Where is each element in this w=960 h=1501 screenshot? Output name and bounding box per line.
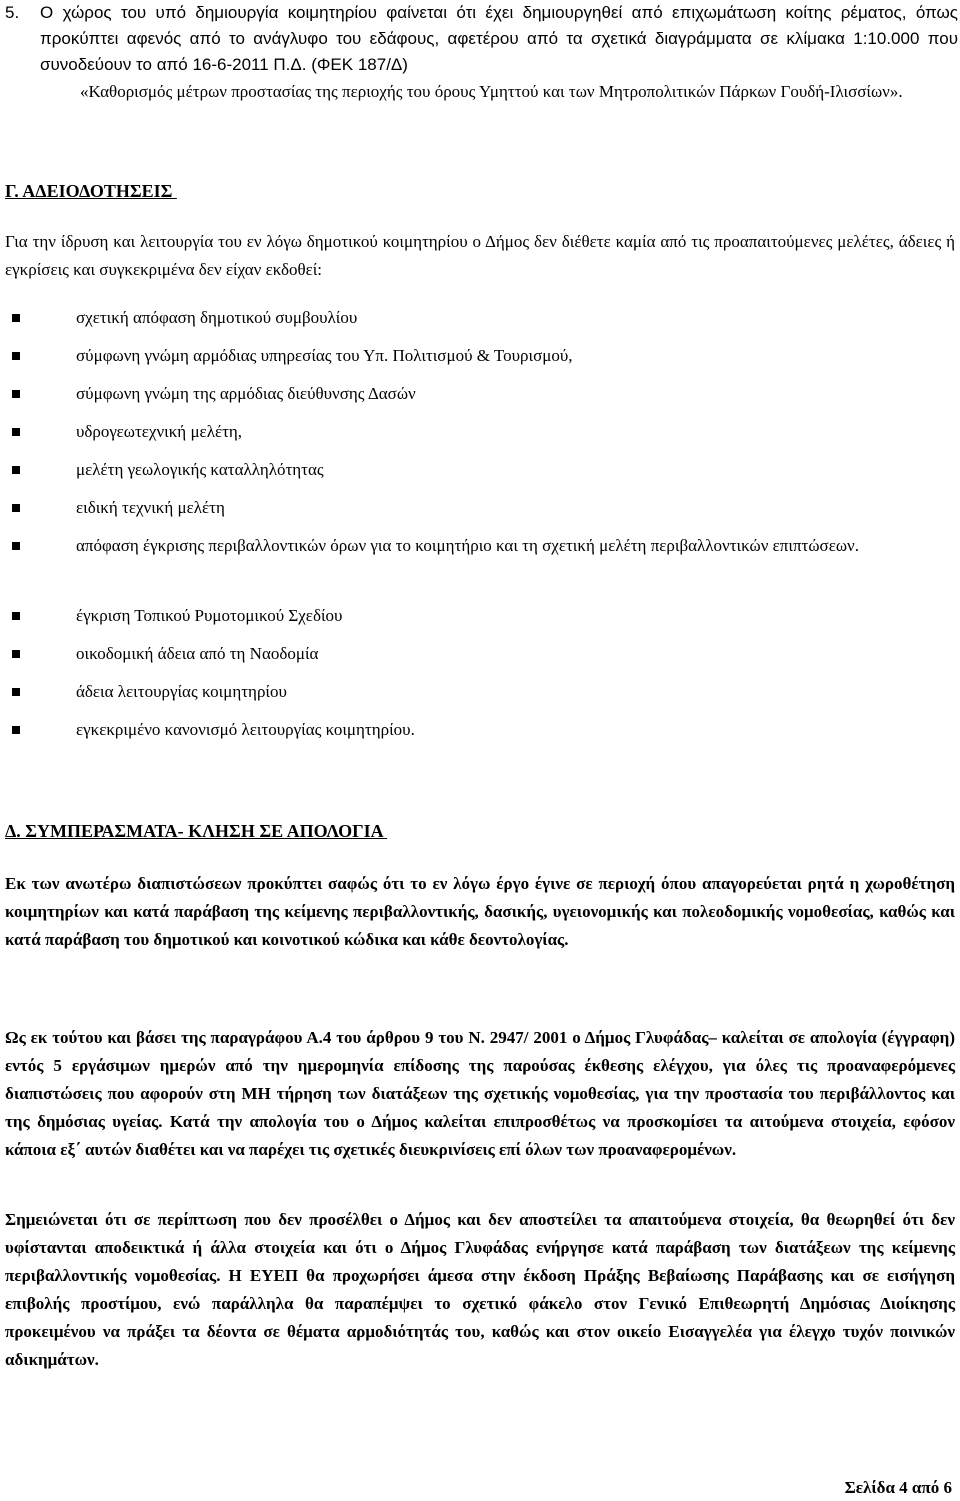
list-item-text: απόφαση έγκρισης περιβαλλοντικών όρων για το κοιμητήριο και τη σχετική μελέτη περιβαλλοντικών επιπτώσεων.	[76, 536, 859, 555]
section-d-heading: Δ. ΣΥΜΠΕΡΑΣΜΑΤΑ- ΚΛΗΣΗ ΣΕ ΑΠΟΛΟΓΙΑ	[5, 821, 388, 841]
consequences-paragraph: Σημειώνεται ότι σε περίπτωση που δεν προσέλθει ο Δήμος και δεν αποστείλει τα απαιτούμενα στοιχεία, θα θεωρηθεί ότι δεν υφίστανται αποδεικτικά ή άλλα στοιχεία και ότι ο Δήμος Γλυφάδας ενήργησε κατά παράβαση των διατάξεων της κείμενης περιβαλλοντικής νομοθεσίας. Η ΕΥΕΠ θα προχωρήσει άμεσα στην έκδοση Πράξης Βεβαίωσης Παράβασης και σε εισήγηση επιβολής προστίμου, ενώ παράλληλα θα παραπέμψει το σχετικό φάκελο στον Γενικό Επιθεωρητή Δημόσιας Διοίκησης προκειμένου να πράξει τα δέοντα σε θέματα αρμοδιότητάς του, καθώς και στον οικείο Εισαγγελέα για έλεγχο τυχόν ποινικών αδικημάτων.	[5, 1210, 955, 1369]
list-item-text: οικοδομική άδεια από τη Ναοδομία	[76, 644, 319, 663]
section-g-heading: Γ. ΑΔΕΙΟΔΟΤΗΣΕΙΣ	[5, 181, 177, 201]
bullet-square-icon	[12, 504, 20, 512]
list-item-text: εγκεκριμένο κανονισμό λειτουργίας κοιμητηρίου.	[76, 720, 415, 739]
bullet-square-icon	[12, 650, 20, 658]
section-g-intro: Για την ίδρυση και λειτουργία του εν λόγω δημοτικού κοιμητηρίου ο Δήμος δεν διέθετε καμία από τις προαπαιτούμενες μελέτες, άδειες ή εγκρίσεις και συγκεκριμένα δεν είχαν εκδοθεί:	[5, 232, 955, 279]
bullet-square-icon	[12, 428, 20, 436]
item-number: 5.	[5, 3, 20, 22]
bullet-square-icon	[12, 726, 20, 734]
list-item-text: έγκριση Τοπικού Ρυμοτομικού Σχεδίου	[76, 606, 343, 625]
item-5-text-continued: «Καθορισμός μέτρων προστασίας της περιοχής του όρους Υμηττού και των Μητροπολιτικών Πάρκων Γουδή-Ιλισσίων».	[80, 82, 903, 101]
bullet-square-icon	[12, 466, 20, 474]
bullet-square-icon	[12, 314, 20, 322]
list-item-text: σύμφωνη γνώμη της αρμόδιας διεύθυνσης Δασών	[76, 384, 416, 403]
bullet-square-icon	[12, 612, 20, 620]
list-item-text: άδεια λειτουργίας κοιμητηρίου	[76, 682, 287, 701]
bullet-square-icon	[12, 688, 20, 696]
list-item-text: μελέτη γεωλογικής καταλληλότητας	[76, 460, 324, 479]
bullet-square-icon	[12, 390, 20, 398]
bullet-square-icon	[12, 542, 20, 550]
list-item-text: σχετική απόφαση δημοτικού συμβουλίου	[76, 308, 358, 327]
list-item-text: υδρογεωτεχνική μελέτη,	[76, 422, 243, 441]
conclusion-paragraph: Εκ των ανωτέρω διαπιστώσεων προκύπτει σαφώς ότι το εν λόγω έργο έγινε σε περιοχή όπου απαγορεύεται ρητά η χωροθέτηση κοιμητηρίων και κατά παράβαση της κείμενης περιβαλλοντικής, δασικής, υγειονομικής και πολεοδομικής νομοθεσίας, καθώς και κατά παράβαση του δημοτικού και κοινοτικού κώδικα και κάθε δεοντολογίας.	[5, 874, 955, 949]
defense-call-paragraph: Ως εκ τούτου και βάσει της παραγράφου Α.4 του άρθρου 9 του Ν. 2947/ 2001 ο Δήμος Γλυφάδας– καλείται σε απολογία (έγγραφη) εντός 5 εργάσιμων ημερών από την ημερομηνία επίδοσης της παρούσας έκθεσης ελέγχου, για όλες τις προαναφερόμενες διαπιστώσεις που αφορούν στη ΜΗ τήρηση των διατάξεων της σχετικής νομοθεσίας, για την προστασία του περιβάλλοντος και της δημόσιας υγείας. Κατά την απολογία του ο Δήμος καλείται επιπροσθέτως να προσκομίσει τα αιτούμενα στοιχεία, εφόσον κάποια εξ΄ αυτών διαθέτει και να παρέχει τις σχετικές διευκρινίσεις επί όλων των προαναφερομένων.	[5, 1028, 955, 1159]
list-item-text: σύμφωνη γνώμη αρμόδιας υπηρεσίας του Υπ. Πολιτισμού & Τουρισμού,	[76, 346, 573, 365]
item-5-text: Ο χώρος του υπό δημιουργία κοιμητηρίου φαίνεται ότι έχει δημιουργηθεί από επιχωμάτωση κοίτης ρέματος, όπως προκύπτει αφενός από το ανάγλυφο του εδάφους, αφετέρου από τα σχετικά διαγράμματα σε κλίμακα 1:10.000 που συνοδεύουν το από 16-6-2011 Π.Δ. (ΦΕΚ 187/Δ)	[40, 3, 958, 74]
list-item-text: ειδική τεχνική μελέτη	[76, 498, 225, 517]
page-number: Σελίδα 4 από 6	[844, 1478, 952, 1497]
bullet-square-icon	[12, 352, 20, 360]
